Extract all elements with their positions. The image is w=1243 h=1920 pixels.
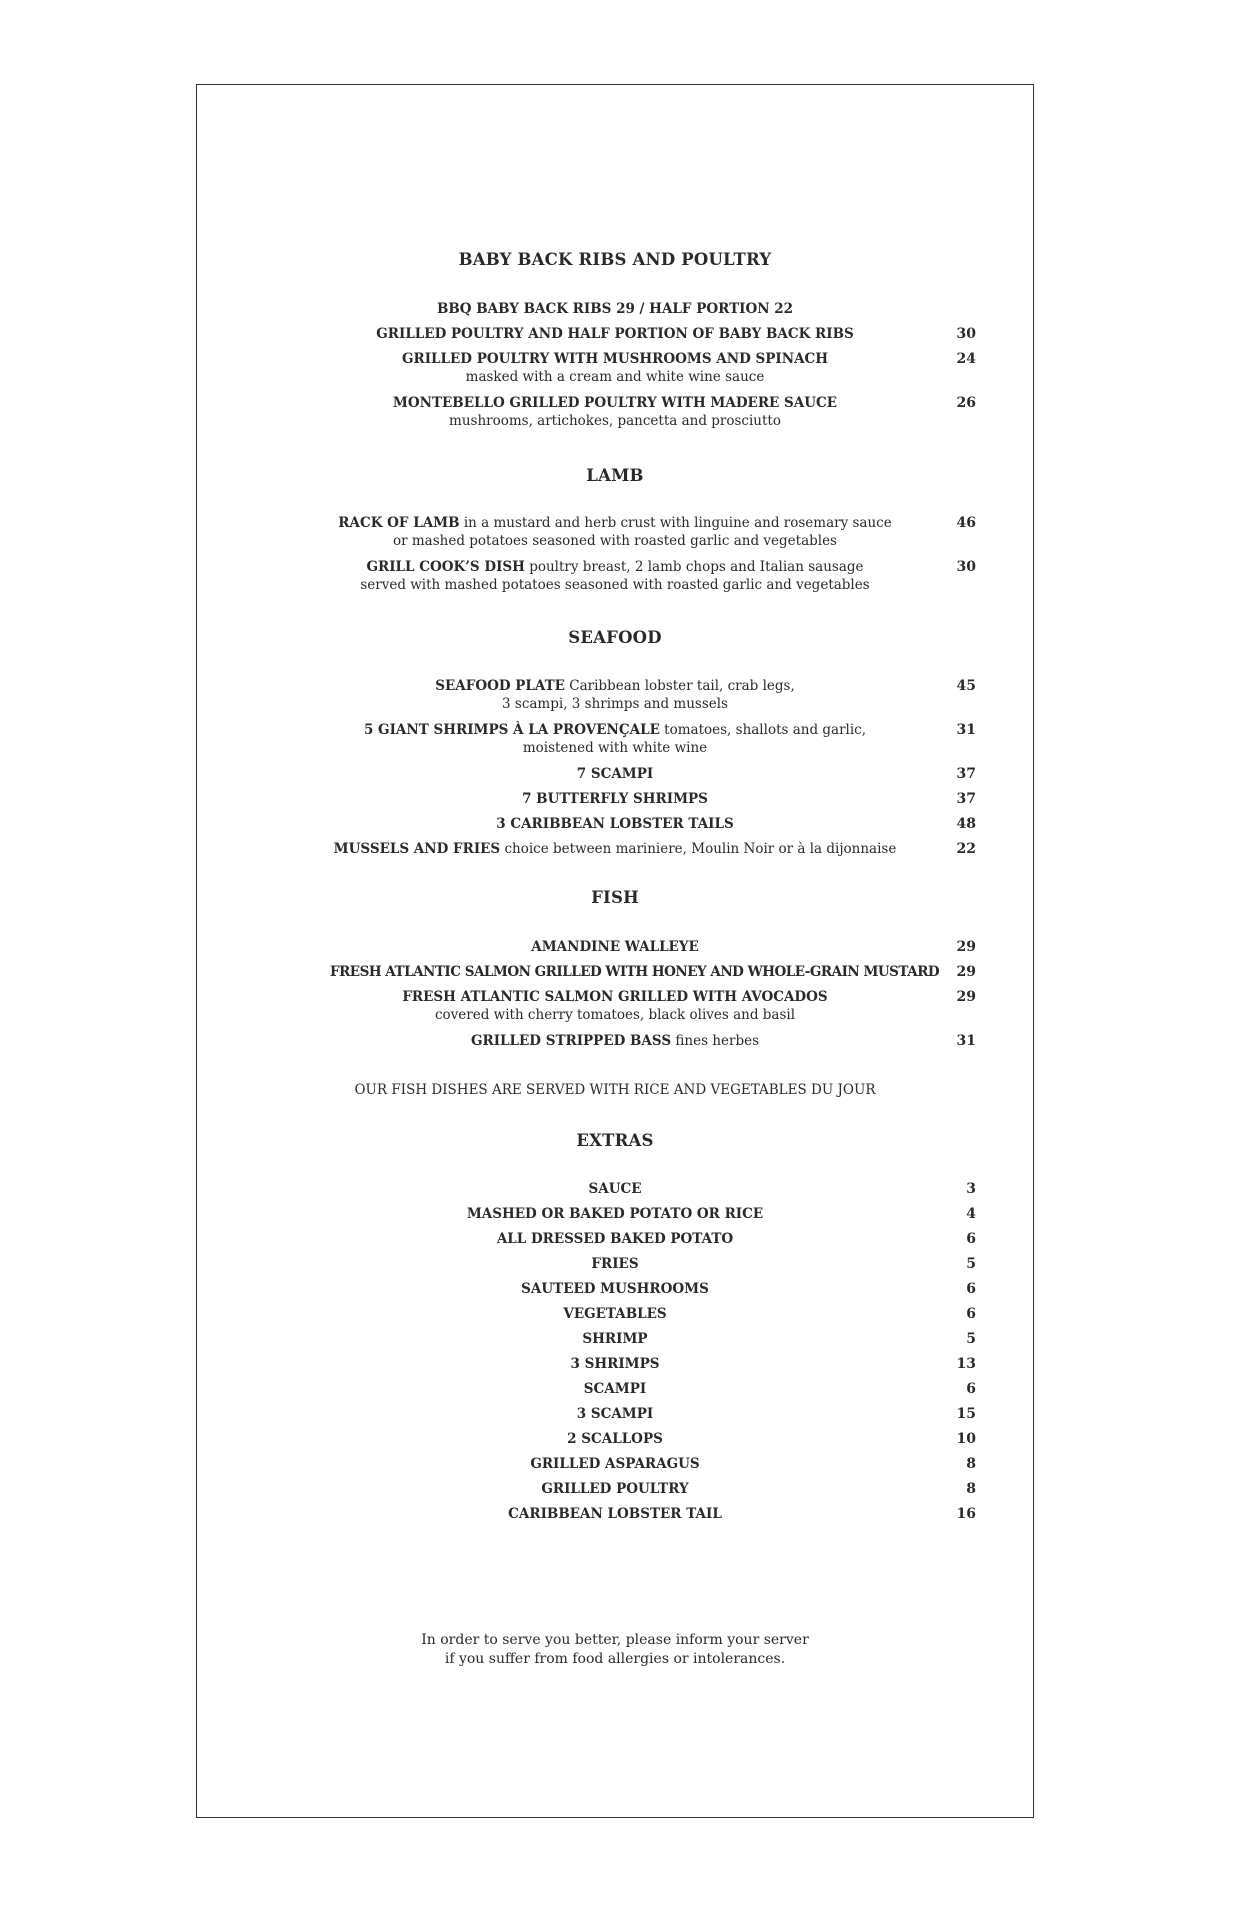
item-price: 45 xyxy=(956,678,976,694)
item-name: 7 SCAMPI xyxy=(576,766,654,782)
item-price: 3 xyxy=(966,1181,976,1197)
item-price: 26 xyxy=(956,395,976,411)
fish-note: OUR FISH DISHES ARE SERVED WITH RICE AND VEGETABLES DU JOUR xyxy=(354,1082,876,1098)
item-name: MASHED OR BAKED POTATO OR RICE xyxy=(466,1206,764,1222)
section-title-lamb: LAMB xyxy=(586,466,644,485)
item-price: 10 xyxy=(956,1431,976,1447)
item-name: GRILLED ASPARAGUS xyxy=(530,1456,700,1472)
item-name: VEGETABLES xyxy=(563,1306,667,1322)
item-price: 37 xyxy=(956,766,976,782)
item-price: 29 xyxy=(956,964,976,980)
section-title-ribs: BABY BACK RIBS AND POULTRY xyxy=(458,250,772,269)
item-name: GRILLED POULTRY AND HALF PORTION OF BABY BACK RIBS xyxy=(376,326,854,342)
item-description: poultry breast, 2 lamb chops and Italian sausage xyxy=(524,559,864,575)
item-name: MUSSELS AND FRIES xyxy=(333,841,501,857)
item-name: GRILL COOK’S DISH xyxy=(366,559,525,575)
item-price: 31 xyxy=(956,722,976,738)
item-price: 48 xyxy=(956,816,976,832)
item-price: 4 xyxy=(966,1206,976,1222)
item-price: 37 xyxy=(956,791,976,807)
item-price: 6 xyxy=(966,1306,976,1322)
item-description: mushrooms, artichokes, pancetta and prosciutto xyxy=(449,413,781,429)
section-title-fish: FISH xyxy=(591,888,639,907)
item-description: covered with cherry tomatoes, black olives and basil xyxy=(434,1007,796,1023)
item-name: MONTEBELLO GRILLED POULTRY WITH MADERE SAUCE xyxy=(392,395,838,411)
item-name: FRIES xyxy=(591,1256,639,1272)
item-price: 22 xyxy=(956,841,976,857)
item-name: CARIBBEAN LOBSTER TAIL xyxy=(508,1506,722,1522)
item-price: 31 xyxy=(956,1033,976,1049)
item-description: served with mashed potatoes seasoned with roasted garlic and vegetables xyxy=(360,577,870,593)
item-name: FRESH ATLANTIC SALMON GRILLED WITH HONEY AND WHOLE-GRAIN MUSTARD xyxy=(330,964,940,980)
item-price: 6 xyxy=(966,1381,976,1397)
item-name: GRILLED STRIPPED BASS xyxy=(470,1033,672,1049)
section-title-extras: EXTRAS xyxy=(576,1131,654,1150)
item-name: SAUTEED MUSHROOMS xyxy=(521,1281,709,1297)
item-name: 3 SHRIMPS xyxy=(570,1356,660,1372)
item-name: RACK OF LAMB xyxy=(338,515,460,531)
item-name: GRILLED POULTRY xyxy=(541,1481,689,1497)
item-name: 3 SCAMPI xyxy=(576,1406,654,1422)
item-name: SAUCE xyxy=(588,1181,642,1197)
item-name: 2 SCALLOPS xyxy=(567,1431,663,1447)
item-name: 3 CARIBBEAN LOBSTER TAILS xyxy=(496,816,734,832)
item-price: 13 xyxy=(956,1356,976,1372)
item-price: 15 xyxy=(956,1406,976,1422)
item-description: moistened with white wine xyxy=(522,740,708,756)
item-price: 6 xyxy=(966,1231,976,1247)
allergy-notice-line-1: In order to serve you better, please inform your server xyxy=(421,1632,809,1648)
item-name: FRESH ATLANTIC SALMON GRILLED WITH AVOCADOS xyxy=(402,989,828,1005)
item-description: tomatoes, shallots and garlic, xyxy=(659,722,867,738)
item-description: choice between mariniere, Moulin Noir or à la dijonnaise xyxy=(500,841,897,857)
item-description: or mashed potatoes seasoned with roasted garlic and vegetables xyxy=(392,533,837,549)
item-description: fines herbes xyxy=(671,1033,760,1049)
item-name: GRILLED POULTRY WITH MUSHROOMS AND SPINACH xyxy=(401,351,829,367)
item-name: ALL DRESSED BAKED POTATO xyxy=(496,1231,734,1247)
item-price: 16 xyxy=(956,1506,976,1522)
item-name: SEAFOOD PLATE xyxy=(435,678,565,694)
item-price: 5 xyxy=(966,1331,976,1347)
section-title-seafood: SEAFOOD xyxy=(568,628,662,647)
item-name: BBQ BABY BACK RIBS 29 / HALF PORTION 22 xyxy=(436,301,794,317)
item-name: AMANDINE WALLEYE xyxy=(531,939,699,955)
item-price: 8 xyxy=(966,1456,976,1472)
item-name: 7 BUTTERFLY SHRIMPS xyxy=(522,791,708,807)
item-price: 5 xyxy=(966,1256,976,1272)
item-price: 8 xyxy=(966,1481,976,1497)
item-description: Caribbean lobster tail, crab legs, xyxy=(564,678,795,694)
allergy-notice-line-2: if you suffer from food allergies or intolerances. xyxy=(444,1651,786,1667)
item-price: 30 xyxy=(956,559,976,575)
item-name: SCAMPI xyxy=(583,1381,647,1397)
item-description: 3 scampi, 3 shrimps and mussels xyxy=(502,696,728,712)
item-description: masked with a cream and white wine sauce xyxy=(465,369,765,385)
item-name: 5 GIANT SHRIMPS À LA PROVENÇALE xyxy=(363,722,660,738)
item-name: SHRIMP xyxy=(582,1331,648,1347)
item-price: 30 xyxy=(956,326,976,342)
item-price: 6 xyxy=(966,1281,976,1297)
item-price: 46 xyxy=(956,515,976,531)
item-description: in a mustard and herb crust with linguine and rosemary sauce xyxy=(459,515,892,531)
item-price: 24 xyxy=(956,351,976,367)
item-price: 29 xyxy=(956,989,976,1005)
item-price: 29 xyxy=(956,939,976,955)
